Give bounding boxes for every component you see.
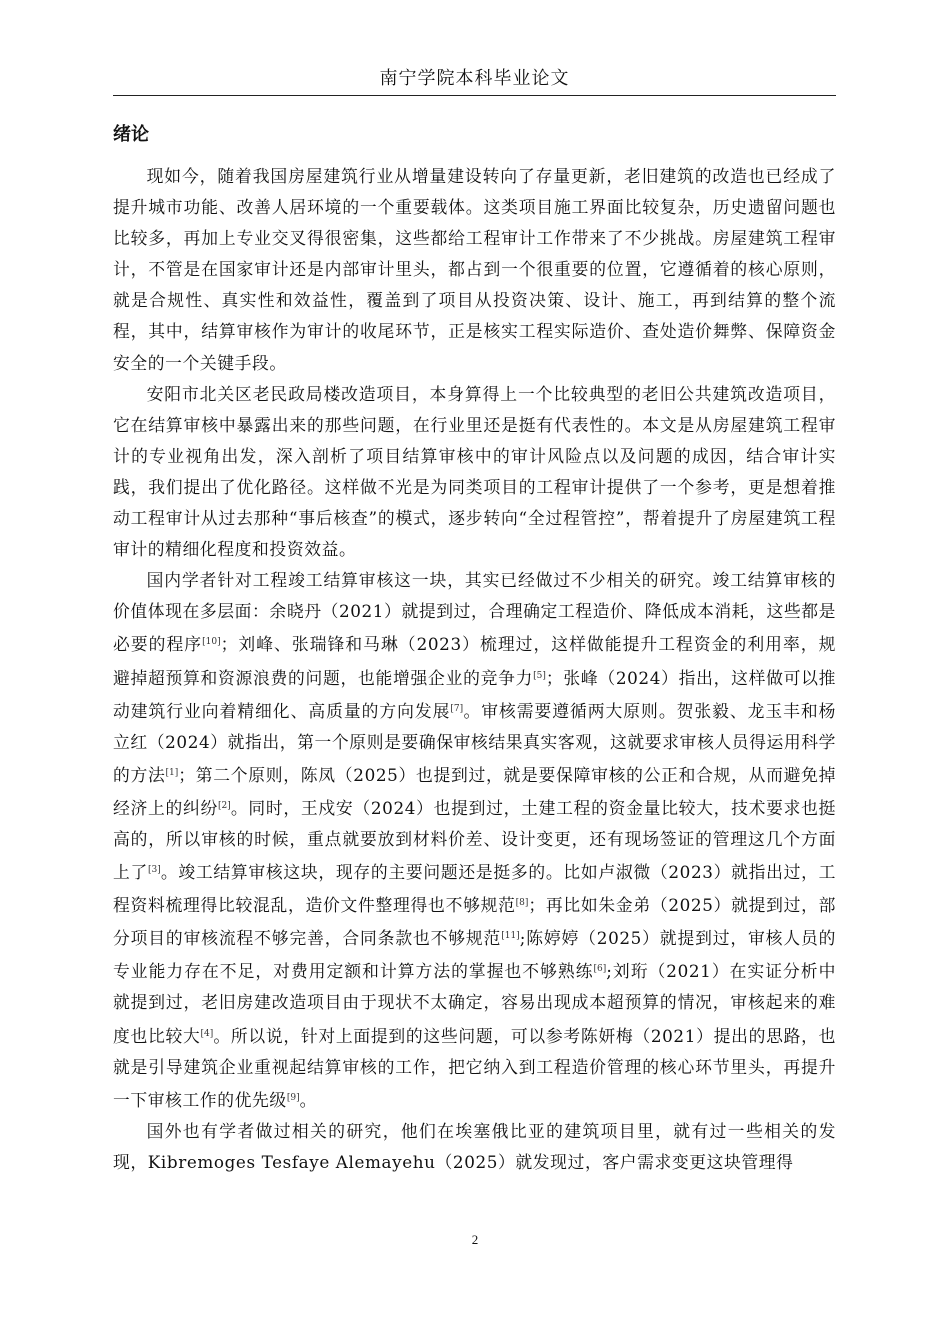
citation-ref: [11] (501, 931, 520, 942)
citation-ref: [8] (515, 898, 529, 909)
text-run: ；第二个原则，陈凤（2025）也提到过，就是要保障审核的公正和合规，从而避免掉经济上的纠纷 (113, 764, 836, 818)
section-title: 绪论 (113, 124, 149, 145)
citation-ref: [5] (533, 670, 546, 681)
text-run: 国外也有学者做过相关的研究，他们在埃塞俄比亚的建筑项目里，就有过一些相关的发现，Kibremoges Tesfaye Alemayehu（2025）就发现过，客户需求变更这块管理得 (113, 1120, 836, 1172)
text-run: 国内学者针对工程竣工结算审核这一块，其实已经做过不少相关的研究。竣工结算审核的价值体现在多层面：余晓丹（2021）就提到过，合理确定工程造价、降低成本消耗，这些都是必要的程序 (113, 570, 836, 655)
citation-ref: [9] (286, 1092, 300, 1103)
text-run: 。所以说，针对上面提到的这些问题，可以参考陈妍梅（2021）提出的思路，也就是引导建筑企业重视起结算审核的工作，把它纳入到工程造价管理的核心环节里头，再提升一下审核工作的优先级 (113, 1025, 836, 1110)
header-divider (113, 95, 836, 96)
paragraph (113, 161, 836, 379)
citation-ref: [6] (593, 964, 607, 975)
page-number: 2 (471, 1232, 479, 1247)
paragraph (113, 1116, 836, 1178)
text-run: ；张峰（2024）指出，这样做可以推动建筑行业向着精细化、高质量的方向发展 (113, 667, 836, 721)
running-header: 南宁学院本科毕业论文 (379, 68, 570, 89)
text-run: 。同时，王戍安（2024）也提到过，土建工程的资金量比较大，技术要求也挺高的，所以审核的时候，重点就要放到材料价差、设计变更，还有现场签证的管理这几个方面上了 (113, 797, 837, 883)
text-run: ;刘珩（2021）在实证分析中就提到过，老旧房建改造项目由于现状不太确定，容易出现成本超预算的情况，审核起来的难度也比较大 (113, 961, 836, 1046)
citation-ref: [3] (148, 865, 161, 876)
citation-ref: [2] (218, 800, 231, 811)
citation-ref: [1] (165, 767, 179, 778)
paragraph (113, 565, 836, 1116)
text-run: 。审核需要遵循两大原则。贺张毅、龙玉丰和杨立红（2024）就指出，第一个原则是要确保审核结果真实客观，这就要求审核人员得运用科学的方法 (113, 700, 836, 785)
paragraph (113, 379, 836, 566)
text-run: 安阳市北关区老民政局楼改造项目，本身算得上一个比较典型的老旧公共建筑改造项目，它在结算审核中暴露出来的那些问题，在行业里还是挺有代表性的。本文是从房屋建筑工程审计的专业视角出发，深入剖析了项目结算审核中的审计风险点以及问题的成因，结合审计实践，我们提出了优化路径。这样做不光是为同类项目的工程审计提供了一个参考，更是想着推动工程审计从过去那种“事后核查”的模式，逐步转向“全过程管控”，帮着提升了房屋建筑工程审计的精细化程度和投资效益。 (113, 383, 836, 560)
text-run: ;陈婷婷（2025）就提到过，审核人员的专业能力存在不足，对费用定额和计算方法的掌握也不够熟练 (113, 928, 836, 982)
text-run: 现如今，随着我国房屋建筑行业从增量建设转向了存量更新，老旧建筑的改造也已经成了提升城市功能、改善人居环境的一个重要载体。这类项目施工界面比较复杂，历史遗留问题也比较多，再加上专业交叉得很密集，这些都给工程审计工作带来了不少挑战。房屋建筑工程审计，不管是在国家审计还是内部审计里头，都占到一个很重要的位置，它遵循着的核心原则，就是合规性、真实性和效益性，覆盖到了项目从投资决策、设计、施工，再到结算的整个流程，其中，结算审核作为审计的收尾环节，正是核实工程实际造价、查处造价舞弊、保障资金安全的一个关键手段。 (113, 166, 836, 373)
citation-ref: [10] (202, 637, 221, 648)
text-run: ；刘峰、张瑞锋和马琳（2023）梳理过，这样做能提升工程资金的利用率，规避掉超预算和资源浪费的问题，也能增强企业的竞争力 (113, 634, 836, 688)
citation-ref: [4] (200, 1028, 214, 1039)
body-text (113, 161, 836, 1178)
text-run: 。 (299, 1089, 317, 1110)
text-run: ；再比如朱金弟（2025）就提到过，部分项目的审核流程不够完善，合同条款也不够规范 (113, 895, 837, 949)
text-run: 。竣工结算审核这块，现存的主要问题还是挺多的。比如卢淑微（2023）就指出过，工程资料梳理得比较混乱，造价文件整理得也不够规范 (113, 862, 837, 916)
citation-ref: [7] (450, 703, 464, 714)
